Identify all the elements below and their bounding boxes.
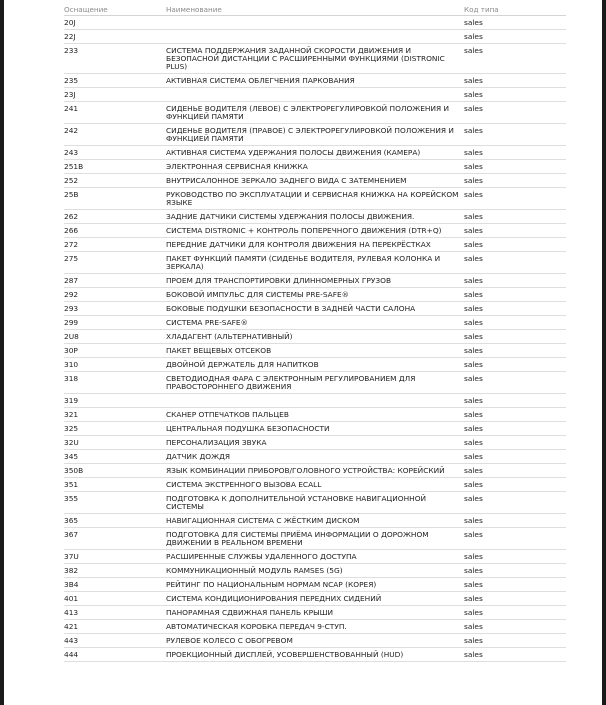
options-table bbox=[64, 3, 566, 662]
header-code: Оснащение bbox=[64, 3, 166, 16]
type-code-cell: sales bbox=[464, 344, 566, 358]
option-code-cell: 443 bbox=[64, 634, 166, 648]
option-name-cell: ЭЛЕКТРОННАЯ СЕРВИСНАЯ КНИЖКА bbox=[166, 160, 464, 174]
table-row bbox=[64, 146, 566, 160]
type-code-cell: sales bbox=[464, 88, 566, 102]
option-code-cell: 23J bbox=[64, 88, 166, 102]
option-code-cell: 233 bbox=[64, 44, 166, 74]
option-code-cell: 355 bbox=[64, 492, 166, 514]
option-name-cell: ПЕРСОНАЛИЗАЦИЯ ЗВУКА bbox=[166, 436, 464, 450]
type-code-cell: sales bbox=[464, 478, 566, 492]
option-code-cell: 401 bbox=[64, 592, 166, 606]
table-row bbox=[64, 124, 566, 146]
option-code-cell: 444 bbox=[64, 648, 166, 662]
option-code-cell: 252 bbox=[64, 174, 166, 188]
option-code-cell: 318 bbox=[64, 372, 166, 394]
table-row bbox=[64, 160, 566, 174]
table-row bbox=[64, 16, 566, 30]
type-code-cell: sales bbox=[464, 648, 566, 662]
table-row bbox=[64, 564, 566, 578]
table-body bbox=[64, 16, 566, 662]
option-code-cell: 345 bbox=[64, 450, 166, 464]
option-name-cell: СИСТЕМА DISTRONIC + КОНТРОЛЬ ПОПЕРЕЧНОГО ДВИЖЕНИЯ (DTR+Q) bbox=[166, 224, 464, 238]
type-code-cell: sales bbox=[464, 514, 566, 528]
option-name-cell: БОКОВОЙ ИМПУЛЬС ДЛЯ СИСТЕМЫ PRE-SAFE® bbox=[166, 288, 464, 302]
option-name-cell: АВТОМАТИЧЕСКАЯ КОРОБКА ПЕРЕДАЧ 9-СТУП. bbox=[166, 620, 464, 634]
type-code-cell: sales bbox=[464, 564, 566, 578]
header-type: Код типа bbox=[464, 3, 566, 16]
option-name-cell: ДВОЙНОЙ ДЕРЖАТЕЛЬ ДЛЯ НАПИТКОВ bbox=[166, 358, 464, 372]
type-code-cell: sales bbox=[464, 274, 566, 288]
header-row bbox=[64, 3, 566, 16]
option-code-cell: 25B bbox=[64, 188, 166, 210]
table-row bbox=[64, 478, 566, 492]
table-row bbox=[64, 174, 566, 188]
table-row bbox=[64, 210, 566, 224]
option-code-cell: 293 bbox=[64, 302, 166, 316]
table-row bbox=[64, 422, 566, 436]
table-row bbox=[64, 224, 566, 238]
type-code-cell: sales bbox=[464, 606, 566, 620]
option-name-cell: ХЛАДАГЕНТ (АЛЬТЕРНАТИВНЫЙ) bbox=[166, 330, 464, 344]
option-code-cell: 241 bbox=[64, 102, 166, 124]
option-code-cell: 272 bbox=[64, 238, 166, 252]
option-name-cell: ПОДГОТОВКА К ДОПОЛНИТЕЛЬНОЙ УСТАНОВКЕ НАВИГАЦИОННОЙ СИСТЕМЫ bbox=[166, 492, 464, 514]
option-name-cell: ПОДГОТОВКА ДЛЯ СИСТЕМЫ ПРИЁМА ИНФОРМАЦИИ О ДОРОЖНОМ ДВИЖЕНИИ В РЕАЛЬНОМ ВРЕМЕНИ bbox=[166, 528, 464, 550]
type-code-cell: sales bbox=[464, 330, 566, 344]
option-code-cell: 251B bbox=[64, 160, 166, 174]
option-code-cell: 266 bbox=[64, 224, 166, 238]
option-code-cell: 262 bbox=[64, 210, 166, 224]
option-name-cell: СКАНЕР ОТПЕЧАТКОВ ПАЛЬЦЕВ bbox=[166, 408, 464, 422]
table-row bbox=[64, 492, 566, 514]
table-row bbox=[64, 302, 566, 316]
type-code-cell: sales bbox=[464, 74, 566, 88]
option-code-cell: 382 bbox=[64, 564, 166, 578]
option-code-cell: 299 bbox=[64, 316, 166, 330]
option-name-cell: АКТИВНАЯ СИСТЕМА УДЕРЖАНИЯ ПОЛОСЫ ДВИЖЕНИЯ (КАМЕРА) bbox=[166, 146, 464, 160]
option-name-cell bbox=[166, 88, 464, 102]
table-row bbox=[64, 648, 566, 662]
option-code-cell: 367 bbox=[64, 528, 166, 550]
type-code-cell: sales bbox=[464, 550, 566, 564]
type-code-cell: sales bbox=[464, 30, 566, 44]
option-name-cell bbox=[166, 16, 464, 30]
table-row bbox=[64, 450, 566, 464]
type-code-cell: sales bbox=[464, 358, 566, 372]
option-name-cell: СИСТЕМА ПОДДЕРЖАНИЯ ЗАДАННОЙ СКОРОСТИ ДВИЖЕНИЯ И БЕЗОПАСНОЙ ДИСТАНЦИИ С РАСШИРЕННЫМИ ФУНКЦИЯМИ (DISTRONIC PLUS) bbox=[166, 44, 464, 74]
table-row bbox=[64, 344, 566, 358]
option-code-cell: 32U bbox=[64, 436, 166, 450]
option-name-cell: СИСТЕМА PRE-SAFE® bbox=[166, 316, 464, 330]
option-name-cell bbox=[166, 30, 464, 44]
table-row bbox=[64, 550, 566, 564]
option-code-cell: 275 bbox=[64, 252, 166, 274]
table-row bbox=[64, 238, 566, 252]
table-row bbox=[64, 578, 566, 592]
option-name-cell: СИДЕНЬЕ ВОДИТЕЛЯ (ПРАВОЕ) С ЭЛЕКТРОРЕГУЛИРОВКОЙ ПОЛОЖЕНИЯ И ФУНКЦИЕЙ ПАМЯТИ bbox=[166, 124, 464, 146]
option-name-cell: АКТИВНАЯ СИСТЕМА ОБЛЕГЧЕНИЯ ПАРКОВАНИЯ bbox=[166, 74, 464, 88]
table-row bbox=[64, 274, 566, 288]
table-row bbox=[64, 464, 566, 478]
type-code-cell: sales bbox=[464, 146, 566, 160]
option-code-cell: 235 bbox=[64, 74, 166, 88]
option-code-cell: 365 bbox=[64, 514, 166, 528]
table-row bbox=[64, 592, 566, 606]
table-row bbox=[64, 30, 566, 44]
table-row bbox=[64, 436, 566, 450]
option-code-cell: 22J bbox=[64, 30, 166, 44]
option-name-cell: СИСТЕМА ЭКСТРЕННОГО ВЫЗОВА ECALL bbox=[166, 478, 464, 492]
table-row bbox=[64, 358, 566, 372]
type-code-cell: sales bbox=[464, 316, 566, 330]
table-row bbox=[64, 74, 566, 88]
type-code-cell: sales bbox=[464, 224, 566, 238]
option-code-cell: 2U8 bbox=[64, 330, 166, 344]
option-name-cell bbox=[166, 394, 464, 408]
option-name-cell: СИДЕНЬЕ ВОДИТЕЛЯ (ЛЕВОЕ) С ЭЛЕКТРОРЕГУЛИРОВКОЙ ПОЛОЖЕНИЯ И ФУНКЦИЕЙ ПАМЯТИ bbox=[166, 102, 464, 124]
table-row bbox=[64, 634, 566, 648]
option-name-cell: БОКОВЫЕ ПОДУШКИ БЕЗОПАСНОСТИ В ЗАДНЕЙ ЧАСТИ САЛОНА bbox=[166, 302, 464, 316]
option-code-cell: 3B4 bbox=[64, 578, 166, 592]
option-code-cell: 319 bbox=[64, 394, 166, 408]
option-name-cell: ЗАДНИЕ ДАТЧИКИ СИСТЕМЫ УДЕРЖАНИЯ ПОЛОСЫ ДВИЖЕНИЯ. bbox=[166, 210, 464, 224]
option-code-cell: 30P bbox=[64, 344, 166, 358]
option-name-cell: ЯЗЫК КОМБИНАЦИИ ПРИБОРОВ/ГОЛОВНОГО УСТРОЙСТВА: КОРЕЙСКИЙ bbox=[166, 464, 464, 478]
type-code-cell: sales bbox=[464, 302, 566, 316]
type-code-cell: sales bbox=[464, 252, 566, 274]
type-code-cell: sales bbox=[464, 188, 566, 210]
table-row bbox=[64, 528, 566, 550]
type-code-cell: sales bbox=[464, 436, 566, 450]
option-code-cell: 287 bbox=[64, 274, 166, 288]
type-code-cell: sales bbox=[464, 238, 566, 252]
option-name-cell: ПАКЕТ ВЕЩЕВЫХ ОТСЕКОВ bbox=[166, 344, 464, 358]
type-code-cell: sales bbox=[464, 160, 566, 174]
option-code-cell: 321 bbox=[64, 408, 166, 422]
option-code-cell: 421 bbox=[64, 620, 166, 634]
option-name-cell: ПРОЕМ ДЛЯ ТРАНСПОРТИРОВКИ ДЛИННОМЕРНЫХ ГРУЗОВ bbox=[166, 274, 464, 288]
option-name-cell: РУЛЕВОЕ КОЛЕСО С ОБОГРЕВОМ bbox=[166, 634, 464, 648]
option-code-cell: 310 bbox=[64, 358, 166, 372]
option-name-cell: ПЕРЕДНИЕ ДАТЧИКИ ДЛЯ КОНТРОЛЯ ДВИЖЕНИЯ НА ПЕРЕКРЁСТКАХ bbox=[166, 238, 464, 252]
type-code-cell: sales bbox=[464, 492, 566, 514]
type-code-cell: sales bbox=[464, 528, 566, 550]
table-row bbox=[64, 394, 566, 408]
header-name: Наименование bbox=[166, 3, 464, 16]
table-row bbox=[64, 620, 566, 634]
type-code-cell: sales bbox=[464, 634, 566, 648]
option-code-cell: 292 bbox=[64, 288, 166, 302]
option-name-cell: ПРОЕКЦИОННЫЙ ДИСПЛЕЙ, УСОВЕРШЕНСТВОВАННЫЙ (HUD) bbox=[166, 648, 464, 662]
option-name-cell: РЕЙТИНГ ПО НАЦИОНАЛЬНЫМ НОРМАМ NCAP (КОРЕЯ) bbox=[166, 578, 464, 592]
option-code-cell: 243 bbox=[64, 146, 166, 160]
table-row bbox=[64, 188, 566, 210]
table-row bbox=[64, 372, 566, 394]
table-row bbox=[64, 88, 566, 102]
option-name-cell: СВЕТОДИОДНАЯ ФАРА С ЭЛЕКТРОННЫМ РЕГУЛИРОВАНИЕМ ДЛЯ ПРАВОСТОРОННЕГО ДВИЖЕНИЯ bbox=[166, 372, 464, 394]
table-row bbox=[64, 44, 566, 74]
type-code-cell: sales bbox=[464, 44, 566, 74]
option-code-cell: 351 bbox=[64, 478, 166, 492]
type-code-cell: sales bbox=[464, 422, 566, 436]
option-name-cell: НАВИГАЦИОННАЯ СИСТЕМА С ЖЁСТКИМ ДИСКОМ bbox=[166, 514, 464, 528]
type-code-cell: sales bbox=[464, 210, 566, 224]
option-code-cell: 413 bbox=[64, 606, 166, 620]
type-code-cell: sales bbox=[464, 288, 566, 302]
table-row bbox=[64, 102, 566, 124]
option-name-cell: СИСТЕМА КОНДИЦИОНИРОВАНИЯ ПЕРЕДНИХ СИДЕНИЙ bbox=[166, 592, 464, 606]
table-row bbox=[64, 408, 566, 422]
document-page bbox=[4, 0, 602, 705]
option-code-cell: 37U bbox=[64, 550, 166, 564]
type-code-cell: sales bbox=[464, 408, 566, 422]
type-code-cell: sales bbox=[464, 124, 566, 146]
table-row bbox=[64, 252, 566, 274]
option-name-cell: ДАТЧИК ДОЖДЯ bbox=[166, 450, 464, 464]
type-code-cell: sales bbox=[464, 102, 566, 124]
type-code-cell: sales bbox=[464, 174, 566, 188]
type-code-cell: sales bbox=[464, 394, 566, 408]
option-name-cell: КОММУНИКАЦИОННЫЙ МОДУЛЬ RAMSES (5G) bbox=[166, 564, 464, 578]
table-header bbox=[64, 3, 566, 16]
type-code-cell: sales bbox=[464, 620, 566, 634]
option-name-cell: ВНУТРИСАЛОННОЕ ЗЕРКАЛО ЗАДНЕГО ВИДА С ЗАТЕМНЕНИЕМ bbox=[166, 174, 464, 188]
type-code-cell: sales bbox=[464, 592, 566, 606]
option-name-cell: ПАНОРАМНАЯ СДВИЖНАЯ ПАНЕЛЬ КРЫШИ bbox=[166, 606, 464, 620]
option-name-cell: ЦЕНТРАЛЬНАЯ ПОДУШКА БЕЗОПАСНОСТИ bbox=[166, 422, 464, 436]
table-row bbox=[64, 514, 566, 528]
option-name-cell: РАСШИРЕННЫЕ СЛУЖБЫ УДАЛЕННОГО ДОСТУПА bbox=[166, 550, 464, 564]
option-code-cell: 20J bbox=[64, 16, 166, 30]
table-row bbox=[64, 316, 566, 330]
table-row bbox=[64, 288, 566, 302]
table-row bbox=[64, 606, 566, 620]
type-code-cell: sales bbox=[464, 372, 566, 394]
option-name-cell: ПАКЕТ ФУНКЦИЙ ПАМЯТИ (СИДЕНЬЕ ВОДИТЕЛЯ, РУЛЕВАЯ КОЛОНКА И ЗЕРКАЛА) bbox=[166, 252, 464, 274]
type-code-cell: sales bbox=[464, 464, 566, 478]
option-code-cell: 242 bbox=[64, 124, 166, 146]
type-code-cell: sales bbox=[464, 450, 566, 464]
option-code-cell: 350B bbox=[64, 464, 166, 478]
type-code-cell: sales bbox=[464, 578, 566, 592]
option-code-cell: 325 bbox=[64, 422, 166, 436]
type-code-cell: sales bbox=[464, 16, 566, 30]
option-name-cell: РУКОВОДСТВО ПО ЭКСПЛУАТАЦИИ И СЕРВИСНАЯ КНИЖКА НА КОРЕЙСКОМ ЯЗЫКЕ bbox=[166, 188, 464, 210]
table-row bbox=[64, 330, 566, 344]
